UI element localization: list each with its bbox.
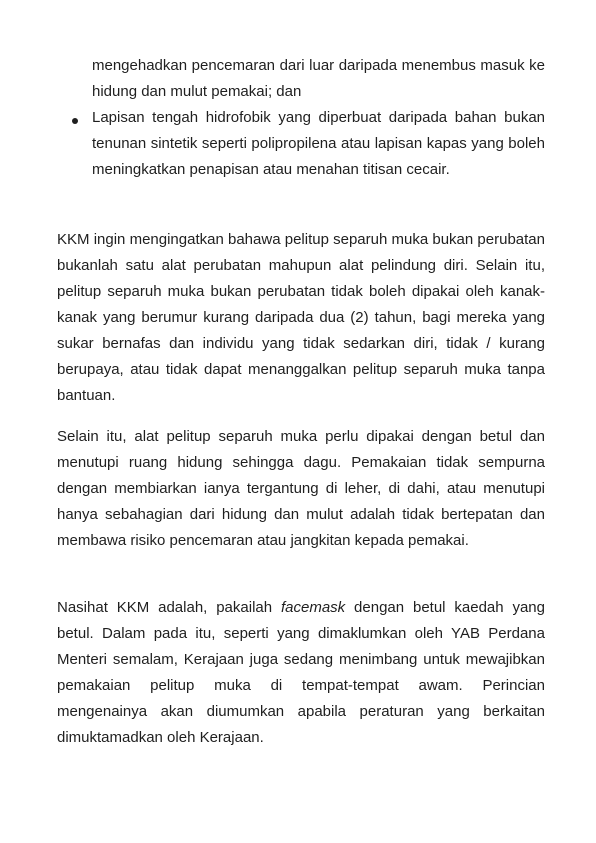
list-item-middle-layer: Lapisan tengah hidrofobik yang diperbuat daripada bahan bukan tenunan sintetik seperti polipropilena atau lapisan kapas yang boleh meningkatkan penapisan atau menahan titisan cecair. — [92, 109, 545, 178]
paragraph-reminder: KKM ingin mengingatkan bahawa pelitup separuh muka bukan perubatan bukanlah satu alat perubatan mahupun alat pelindung diri. Selain itu, pelitup separuh muka bukan perubatan tidak boleh dipakai oleh kanak-kanak yang berumur kurang daripada dua (2) tahun, bagi mereka yang sukar bernafas dan individu yang tidak sedarkan diri, tidak / kurang berupaya, atau tidak dapat menanggalkan pelitup separuh muka tanpa bantuan. — [57, 231, 545, 404]
paragraph-proper-wearing: Selain itu, alat pelitup separuh muka perlu dipakai dengan betul dan menutupi ruang hidung sehingga dagu. Pemakaian tidak sempurna dengan membiarkan ianya tergantung di leher, di dahi, atau menutupi hanya sebahagian dari hidung dan mulut adalah tidak bertepatan dan membawa risiko pencemaran atau jangkitan kepada pemakai. — [57, 428, 545, 549]
list-item-continued: mengehadkan pencemaran dari luar daripada menembus masuk ke hidung dan mulut pemakai; dan — [92, 57, 545, 100]
facemask-term: facemask — [280, 599, 346, 616]
paragraph-advice — [57, 595, 545, 751]
advice-text-start: Nasihat KKM adalah, pakailah — [57, 599, 281, 616]
advice-text-end: dengan betul kaedah yang betul. Dalam pada itu, seperti yang dimaklumkan oleh YAB Perdana Menteri semalam, Kerajaan juga sedang menimbang untuk mewajibkan pemakaian pelitup muka di tempat-tempat awam. Perincian mengenainya akan diumumkan apabila peraturan yang berkaitan dimuktamadkan oleh Kerajaan. — [57, 599, 545, 746]
bullet-icon — [72, 118, 78, 124]
